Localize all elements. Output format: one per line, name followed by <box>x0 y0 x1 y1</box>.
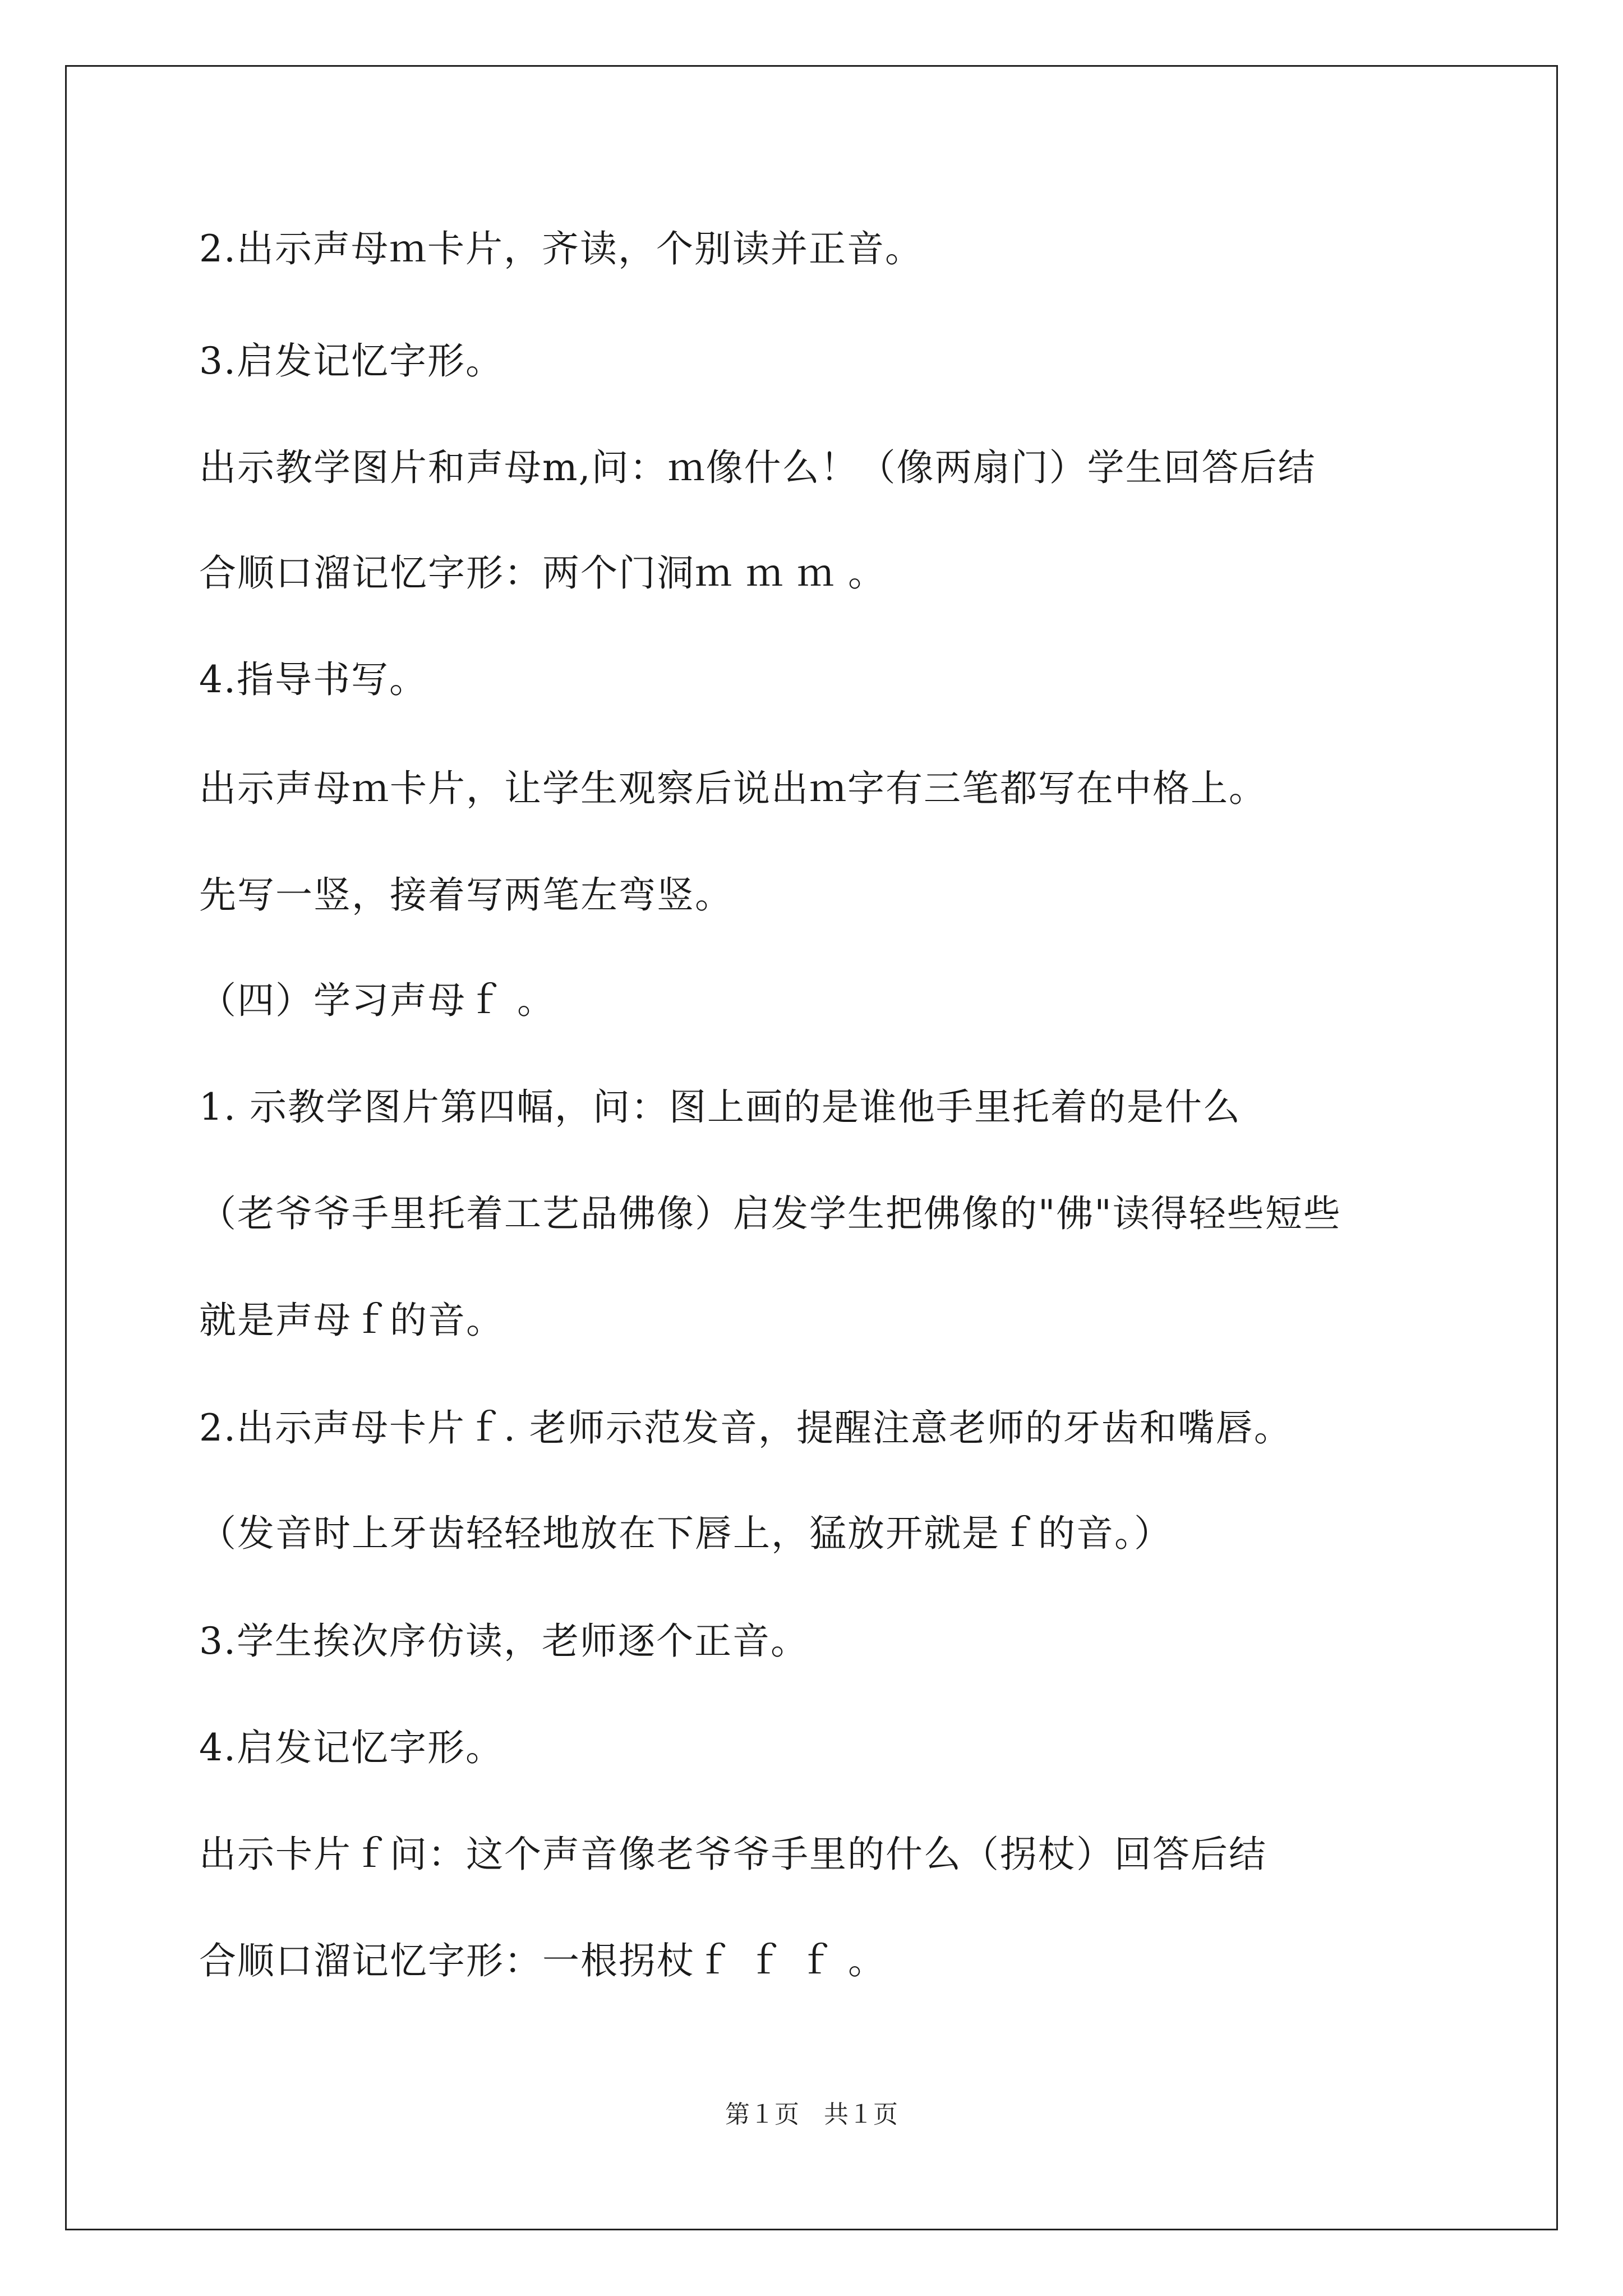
paragraph-line: 4.启发记忆字形。 <box>199 1726 504 1769</box>
paragraph-line: 合顺口溜记忆字形：一根拐杖ｆ ｆ ｆ 。 <box>199 1939 886 1982</box>
page-number: 第１页 共１页 <box>725 2100 898 2129</box>
paragraph-line: 3.启发记忆字形。 <box>199 339 504 383</box>
paragraph-line: 出示声母ｍ卡片，让学生观察后说出ｍ字有三笔都写在中格上。 <box>199 767 1267 810</box>
paragraph-line: 就是声母ｆ的音。 <box>199 1299 504 1342</box>
section-heading: （四）学习声母ｆ 。 <box>199 979 555 1022</box>
paragraph-line: 2.出示声母卡片ｆ. 老师示范发音，提醒注意老师的牙齿和嘴唇。 <box>199 1406 1292 1450</box>
paragraph-line: 2.出示声母ｍ卡片，齐读，个别读并正音。 <box>199 227 923 270</box>
paragraph-line: （发音时上牙齿轻轻地放在下唇上，猛放开就是ｆ的音。） <box>199 1512 1172 1555</box>
paragraph-line: 出示教学图片和声母m,问：ｍ像什么！（像两扇门）学生回答后结 <box>199 446 1316 489</box>
paragraph-line: 合顺口溜记忆字形：两个门洞ｍ ｍ ｍ 。 <box>199 551 886 595</box>
paragraph-line: 1. 示教学图片第四幅，问：图上画的是谁他手里托着的是什么 <box>199 1085 1241 1129</box>
paragraph-line: 出示卡片ｆ问：这个声音像老爷爷手里的什么（拐杖）回答后结 <box>199 1833 1267 1876</box>
paragraph-line: （老爷爷手里托着工艺品佛像）启发学生把佛像的"佛"读得轻些短些 <box>199 1192 1341 1235</box>
paragraph-line: 3.学生挨次序仿读，老师逐个正音。 <box>199 1619 809 1663</box>
page-border <box>65 65 1558 2230</box>
paragraph-line: 4.指导书写。 <box>199 658 427 701</box>
paragraph-line: 先写一竖，接着写两笔左弯竖。 <box>199 873 733 917</box>
